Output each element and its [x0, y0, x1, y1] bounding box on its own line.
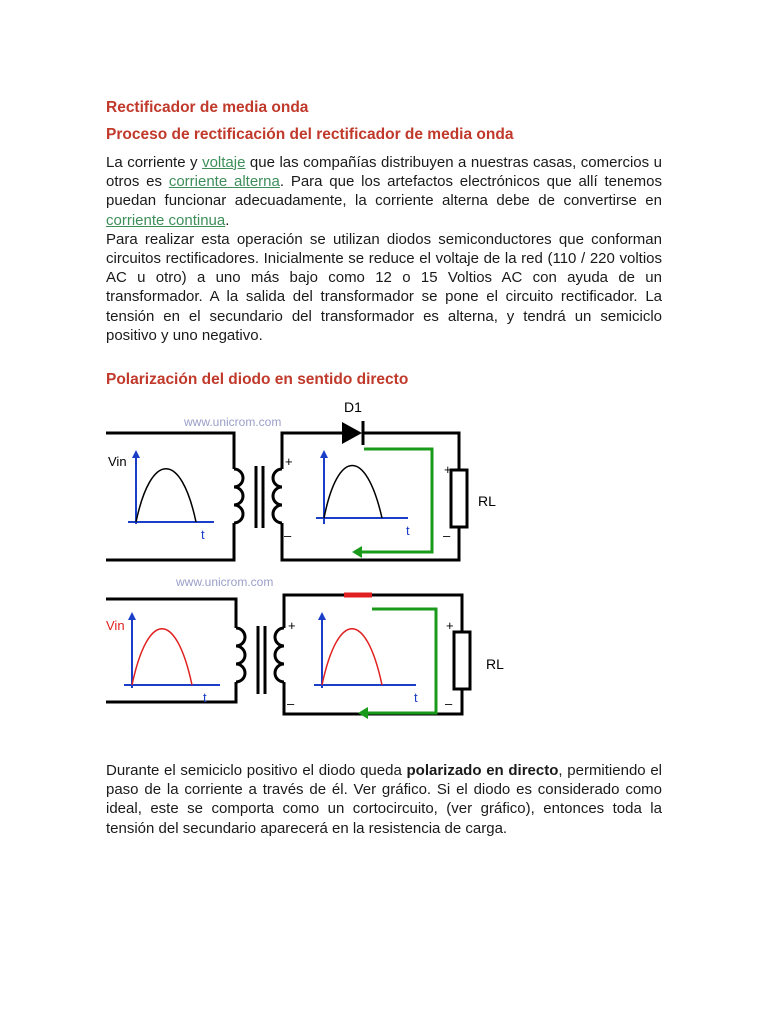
- corriente-alterna-link[interactable]: corriente alterna: [168, 173, 280, 191]
- secondary-coil: [275, 628, 284, 682]
- arrow-up-icon: [320, 450, 328, 458]
- minus-sign: –: [443, 528, 451, 543]
- corriente-continua-link[interactable]: corriente continua: [106, 211, 226, 229]
- time-label: t: [201, 527, 205, 542]
- bold-term: polarizado en directo: [406, 762, 559, 779]
- intro-text-part: que las compañías distribuyen a nuestras casas, comercios u otros es: [106, 154, 662, 191]
- arrow-up-icon: [132, 450, 140, 458]
- circuit-diagram-direct: [106, 396, 662, 576]
- conclusion-text-part: , permitiendo el paso de la corriente a través de él. Ver gráfico. Si el diodo es considerado como ideal, este se comporta como un cortocircuito, (ver gráfico), entonces toda la tensión del secundario aparecerá en la resistencia de carga.: [106, 762, 663, 837]
- vin-label: Vin: [106, 618, 125, 633]
- circuit-diagram-short: [106, 572, 662, 727]
- time-label: t: [203, 690, 207, 705]
- circuit-diagram-svg: [106, 572, 662, 727]
- minus-sign: –: [445, 696, 453, 711]
- arrow-left-icon: [352, 546, 362, 558]
- primary-wire-bottom: [106, 523, 234, 560]
- intro-paragraph-2: Para realizar esta operación se utilizan diodos semiconductores que conforman circuitos rectificadores. Inicialmente se reduce el voltaje de la red (110 / 220 voltios AC u otro) a uno más bajo como 12 o 15 Voltios AC con ayuda de un transformador. A la salida del transformador se pone el circuito rectificador. La tensión en el secundario del transformador es alterna, y tendrá un semiciclo positivo y uno negativo.: [106, 230, 662, 344]
- conclusion-text: [106, 761, 662, 838]
- intro-text-part: .: [225, 211, 230, 229]
- arrow-up-icon: [128, 612, 136, 620]
- arrow-up-icon: [318, 612, 326, 620]
- plus-sign: +: [446, 618, 454, 633]
- primary-wire-top: [106, 599, 236, 628]
- watermark: www.unicrom.com: [176, 575, 274, 589]
- minus-sign: –: [284, 528, 292, 543]
- diode-icon: [342, 422, 362, 444]
- arrow-left-icon: [358, 707, 368, 719]
- vin-label: Vin: [108, 454, 127, 469]
- circuit-diagram-svg: [106, 396, 662, 576]
- time-label: t: [414, 690, 418, 705]
- current-path: [366, 609, 436, 713]
- load-label: RL: [486, 656, 504, 672]
- current-path: [360, 449, 432, 552]
- section-heading: Polarización del diodo en sentido directo: [106, 371, 409, 388]
- primary-coil: [234, 469, 243, 523]
- minus-sign: –: [287, 696, 295, 711]
- vin-waveform: [132, 629, 192, 685]
- vout-waveform: [322, 629, 382, 685]
- intro-text-part: . Para que los artefactos electrónicos que allí tenemos puedan funcionar adecuadamente, la corriente alterna debe de convertirse en: [106, 173, 662, 210]
- intro-text: [106, 153, 662, 345]
- section-subtitle: Proceso de rectificación del rectificador de media onda: [106, 126, 514, 143]
- load-resistor: [451, 470, 467, 527]
- watermark: www.unicrom.com: [184, 415, 282, 429]
- intro-text-part: La corriente y: [106, 154, 203, 171]
- secondary-coil: [273, 469, 282, 523]
- voltaje-link[interactable]: voltaje: [202, 154, 246, 171]
- time-label: t: [406, 523, 410, 538]
- load-resistor: [454, 632, 470, 689]
- load-label: RL: [478, 493, 496, 509]
- vout-waveform: [324, 466, 382, 519]
- plus-sign: +: [285, 454, 293, 469]
- plus-sign: +: [444, 462, 452, 477]
- vin-waveform: [136, 469, 196, 522]
- conclusion-text-part: Durante el semiciclo positivo el diodo queda: [106, 762, 407, 779]
- primary-coil: [236, 628, 245, 682]
- plus-sign: +: [288, 618, 296, 633]
- page-title: Rectificador de media onda: [106, 99, 309, 116]
- diode-label: D1: [344, 399, 362, 415]
